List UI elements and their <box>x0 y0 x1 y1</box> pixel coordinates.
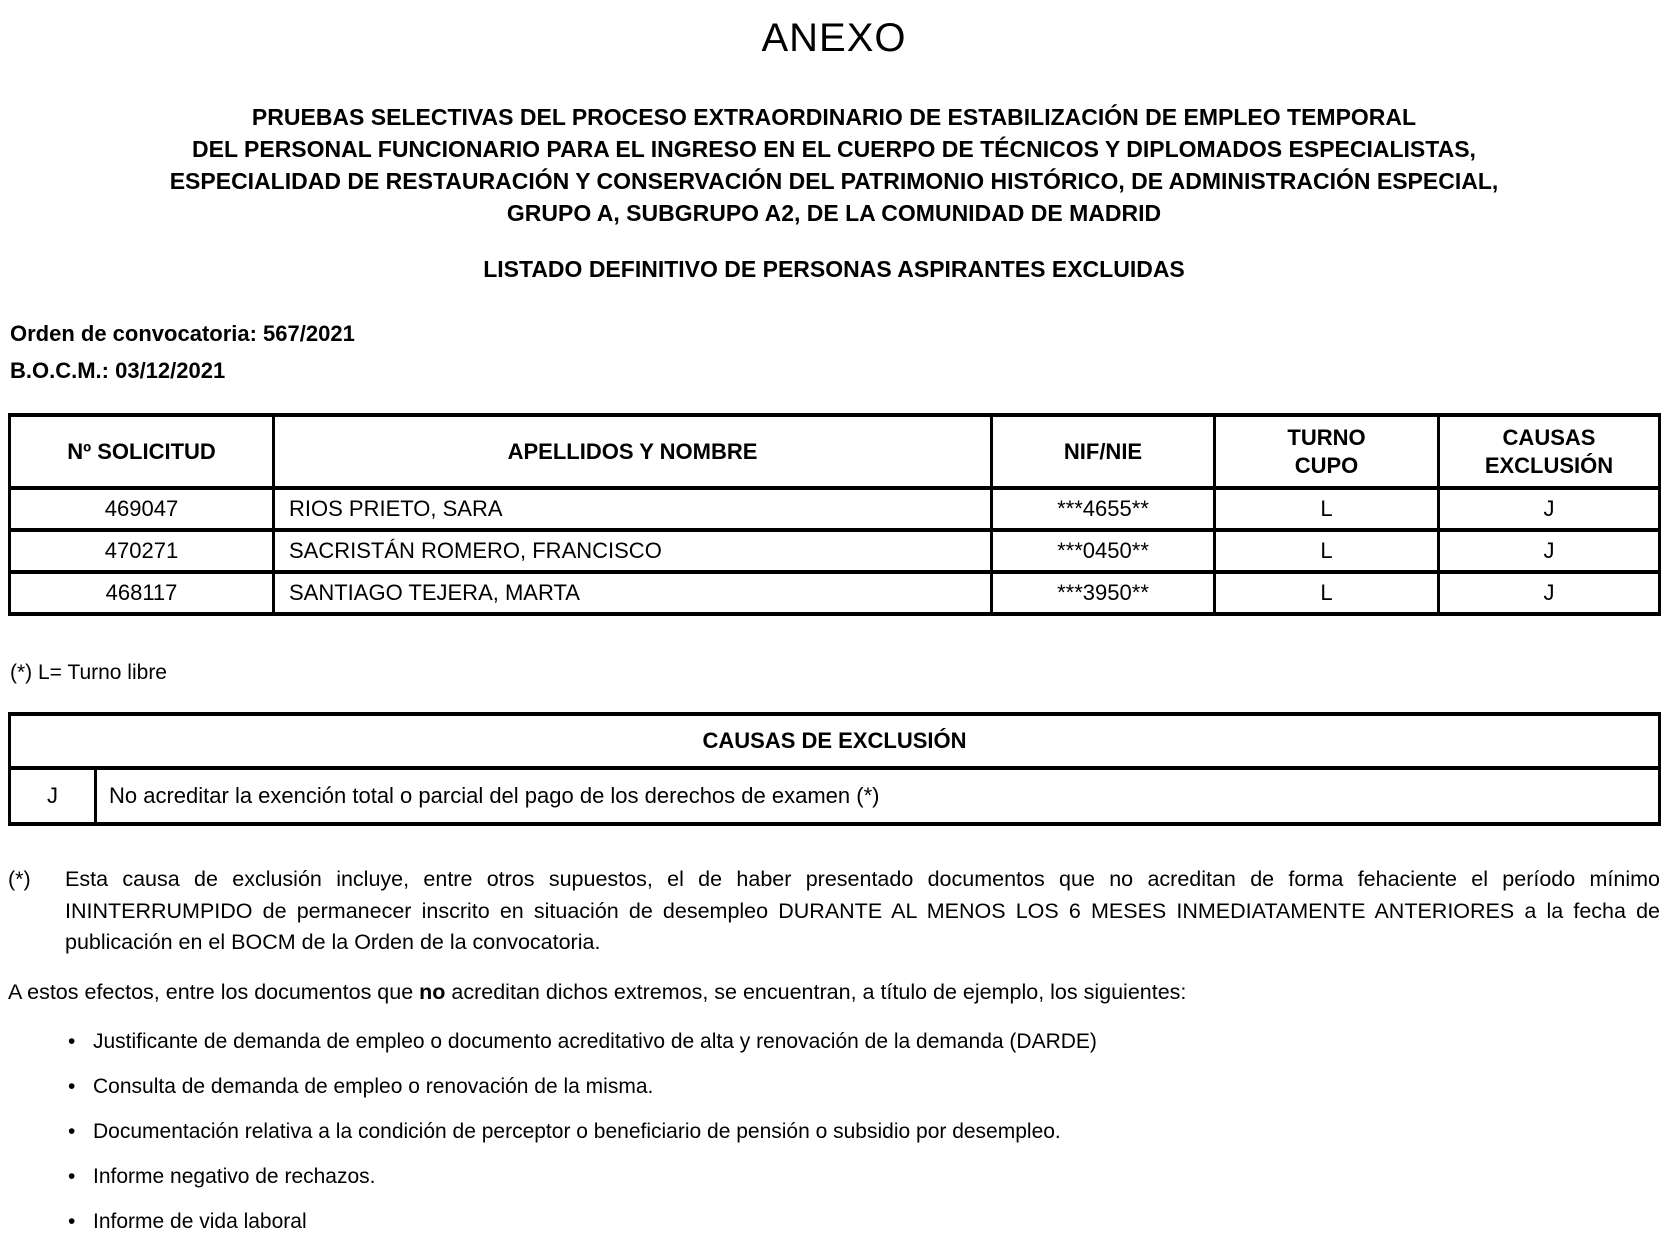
cause-row <box>10 768 1660 824</box>
document-subtitle: LISTADO DEFINITIVO DE PERSONAS ASPIRANTES EXCLUIDAS <box>483 256 1185 282</box>
cell-turno: L <box>1215 572 1439 614</box>
footnote-text: Esta causa de exclusión incluye, entre otros supuestos, el de haber presentado documentos que no acreditan de forma fehaciente el período mínimo ININTERRUMPIDO de permanecer inscrito en situación de desempleo DURANTE AL MENOS LOS 6 MESES INMEDIATAMENTE ANTERIORES a la fecha de publicación en el BOCM de la Orden de la convocatoria. <box>65 867 1660 954</box>
cell-solicitud: 468117 <box>10 572 274 614</box>
header-solicitud: Nº SOLICITUD <box>10 415 274 488</box>
cell-nif: ***4655** <box>992 488 1215 530</box>
table-row <box>10 572 1660 614</box>
document-title: ANEXO <box>761 16 907 60</box>
effects-prefix: A estos efectos, entre los documentos que <box>8 980 420 1004</box>
cause-code: J <box>10 768 96 824</box>
list-item: • Informe negativo de rechazos. <box>0 1161 1097 1192</box>
cell-nif: ***3950** <box>992 572 1215 614</box>
header-turno-line2: CUPO <box>1294 452 1359 478</box>
cell-turno: L <box>1215 488 1439 530</box>
list-item: • Documentación relativa a la condición de perceptor o beneficiario de pensión o subsidio por desempleo. <box>0 1116 1097 1147</box>
table-row <box>10 488 1660 530</box>
list-item: • Informe de vida laboral <box>0 1206 1097 1237</box>
cell-solicitud: 470271 <box>10 530 274 572</box>
footnote-paragraph <box>8 864 1660 959</box>
list-item: • Consulta de demanda de empleo o renovación de la misma. <box>0 1071 1097 1102</box>
cell-solicitud: 469047 <box>10 488 274 530</box>
heading-line-4: GRUPO A, SUBGRUPO A2, DE LA COMUNIDAD DE MADRID <box>506 200 1162 226</box>
cell-turno: L <box>1215 530 1439 572</box>
list-item: • Justificante de demanda de empleo o documento acreditativo de alta y renovación de la demanda (DARDE) <box>0 1026 1097 1057</box>
exclusion-causes-table <box>8 712 1661 826</box>
header-causas-exclusion <box>1439 415 1660 488</box>
footnote-marker: (*) <box>8 867 31 891</box>
causes-table-title: CAUSAS DE EXCLUSIÓN <box>10 714 1660 768</box>
table-row <box>10 530 1660 572</box>
effects-intro-line <box>8 980 1660 1005</box>
excluded-applicants-table <box>8 413 1661 616</box>
effects-suffix: acreditan dichos extremos, se encuentran, a título de ejemplo, los siguientes: <box>445 980 1187 1004</box>
cell-causa: J <box>1439 530 1660 572</box>
header-nombre: APELLIDOS Y NOMBRE <box>274 415 992 488</box>
convocatoria-line: Orden de convocatoria: 567/2021 <box>10 321 355 346</box>
document-examples-list <box>0 1026 1097 1251</box>
cell-nombre: SACRISTÁN ROMERO, FRANCISCO <box>274 530 992 572</box>
cell-causa: J <box>1439 488 1660 530</box>
cell-nombre: RIOS PRIETO, SARA <box>274 488 992 530</box>
heading-line-2: DEL PERSONAL FUNCIONARIO PARA EL INGRESO EN EL CUERPO DE TÉCNICOS Y DIPLOMADOS ESPECIALISTAS, <box>192 136 1476 162</box>
header-causas-line2: EXCLUSIÓN <box>1484 452 1614 478</box>
header-turno-cupo <box>1215 415 1439 488</box>
cell-causa: J <box>1439 572 1660 614</box>
causes-header-row <box>10 714 1660 768</box>
header-nif: NIF/NIE <box>992 415 1215 488</box>
cell-nif: ***0450** <box>992 530 1215 572</box>
table-header-row <box>10 415 1660 488</box>
header-turno-line1: TURNO <box>1287 424 1366 450</box>
heading-line-3: ESPECIALIDAD DE RESTAURACIÓN Y CONSERVACIÓN DEL PATRIMONIO HISTÓRICO, DE ADMINISTRACIÓN ESPECIAL, <box>169 168 1499 194</box>
cell-nombre: SANTIAGO TEJERA, MARTA <box>274 572 992 614</box>
cause-description: No acreditar la exención total o parcial del pago de los derechos de examen (*) <box>96 768 1660 824</box>
effects-bold-word: no <box>419 980 446 1004</box>
bocm-line: B.O.C.M.: 03/12/2021 <box>10 358 226 383</box>
header-causas-line1: CAUSAS <box>1502 424 1596 450</box>
turno-libre-note: (*) L= Turno libre <box>10 661 167 684</box>
document-heading <box>0 101 1668 229</box>
heading-line-1: PRUEBAS SELECTIVAS DEL PROCESO EXTRAORDINARIO DE ESTABILIZACIÓN DE EMPLEO TEMPORAL <box>251 104 1417 130</box>
